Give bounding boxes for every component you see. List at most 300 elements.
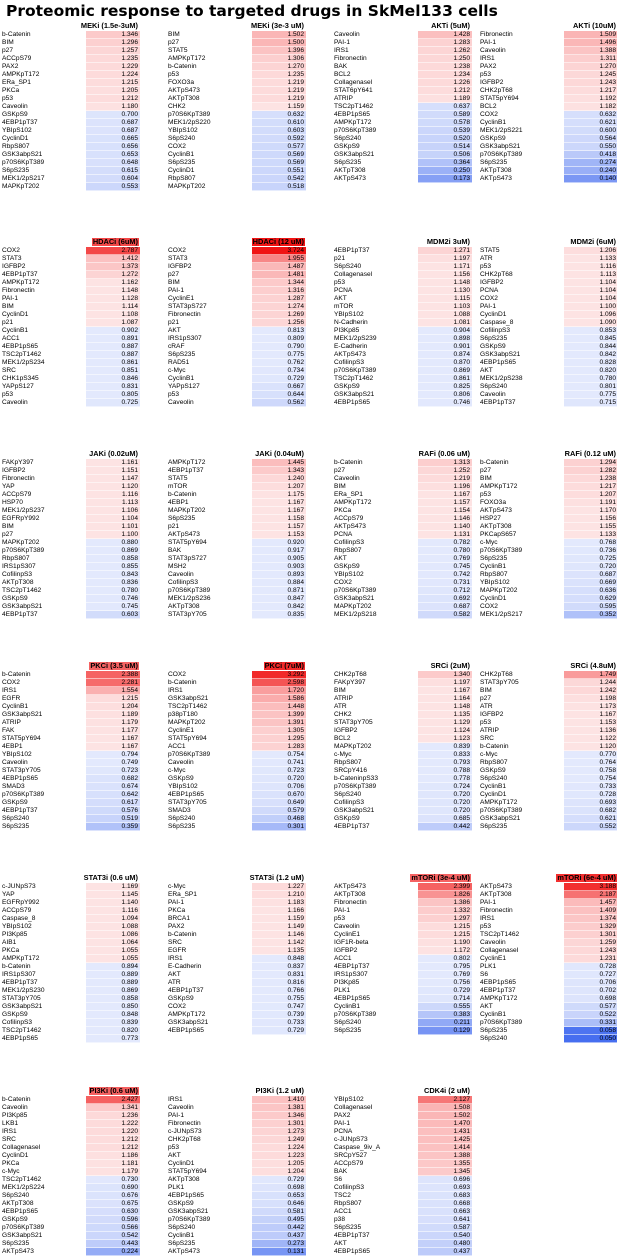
fold-change-value: 1.316 [287, 287, 304, 294]
protein-label: IRS1pS307 [2, 971, 36, 978]
heatmap-cell [86, 751, 140, 759]
fold-change-value: 1.271 [453, 247, 470, 254]
heatmap-cell [418, 335, 472, 343]
heatmap-cell [564, 791, 617, 799]
heatmap-row [0, 987, 141, 995]
fold-change-value: 0.723 [121, 767, 138, 774]
heatmap-row [332, 531, 473, 539]
fold-change-value: 1.346 [121, 31, 138, 38]
protein-label: S6pS235 [168, 351, 196, 358]
heatmap-row [0, 351, 141, 359]
heatmap-row [166, 183, 307, 191]
protein-label: GSK3abpS21 [480, 815, 521, 822]
protein-label: AKTpS473 [2, 1248, 34, 1255]
fold-change-value: 1.502 [453, 1112, 470, 1119]
protein-label: S6pS240 [334, 1019, 362, 1026]
protein-label: CHK2 [168, 103, 186, 110]
fold-change-value: 0.582 [453, 611, 470, 618]
fold-change-value: 1.215 [453, 923, 470, 930]
protein-label: Caveolin [2, 1104, 28, 1111]
heatmap-row [166, 327, 307, 335]
heatmap-row [0, 947, 141, 955]
heatmap-row [166, 939, 307, 947]
protein-label: AKT [480, 1003, 493, 1010]
fold-change-value: 0.745 [453, 563, 470, 570]
fold-change-value: 0.917 [287, 547, 304, 554]
fold-change-value: 0.595 [599, 603, 616, 610]
heatmap-row [166, 359, 307, 367]
protein-label: GSKpS9 [480, 343, 506, 350]
fold-change-value: 0.729 [287, 1176, 304, 1183]
protein-label: PAI-1 [334, 1120, 351, 1127]
fold-change-value: 0.853 [599, 327, 616, 334]
heatmap-row [332, 907, 473, 915]
heatmap-cell [86, 539, 140, 547]
protein-label: PAX2 [480, 63, 497, 70]
fold-change-value: 0.780 [121, 587, 138, 594]
protein-label: IGFBP2 [168, 263, 192, 270]
fold-change-value: 1.301 [287, 1120, 304, 1127]
heatmap-row [0, 587, 141, 595]
heatmap-row [0, 303, 141, 311]
heatmap-row [166, 679, 307, 687]
fold-change-value: 1.396 [287, 47, 304, 54]
heatmap-cell [86, 1168, 140, 1176]
protein-label: PKCa [334, 507, 352, 514]
heatmap-cell [252, 611, 306, 619]
fold-change-value: 0.775 [599, 391, 616, 398]
heatmap-row [478, 923, 617, 931]
heatmap-row [166, 287, 307, 295]
fold-change-value: 1.167 [599, 711, 616, 718]
protein-label: STAT5pY694 [168, 735, 207, 742]
heatmap-cell [418, 775, 472, 783]
fold-change-value: 1.270 [287, 63, 304, 70]
heatmap-row [478, 39, 617, 47]
heatmap-cell [564, 703, 617, 711]
heatmap-cell [418, 679, 472, 687]
heatmap-row [478, 367, 617, 375]
fold-change-value: 1.270 [599, 63, 616, 70]
heatmap-row [0, 1224, 141, 1232]
heatmap-row [0, 295, 141, 303]
fold-change-value: 1.157 [453, 499, 470, 506]
heatmap-row [478, 103, 617, 111]
heatmap-row [0, 931, 141, 939]
heatmap-cell [418, 1232, 472, 1240]
fold-change-value: 0.720 [453, 807, 470, 814]
fold-change-value: 1.204 [121, 703, 138, 710]
fold-change-value: 2.127 [453, 1096, 470, 1103]
heatmap-row [332, 807, 473, 815]
heatmap-row [0, 571, 141, 579]
fold-change-value: 0.724 [453, 783, 470, 790]
protein-label: PAI-1 [480, 303, 497, 310]
heatmap-cell [86, 907, 140, 915]
protein-label: p53 [480, 71, 492, 78]
heatmap-row [166, 87, 307, 95]
fold-change-value: 0.778 [453, 775, 470, 782]
fold-change-value: 1.373 [121, 263, 138, 270]
heatmap-cell [418, 391, 472, 399]
heatmap-row [332, 555, 473, 563]
heatmap-row [332, 727, 473, 735]
fold-change-value: 1.189 [453, 95, 470, 102]
fold-change-value: 1.157 [287, 523, 304, 530]
heatmap-row [332, 31, 473, 39]
fold-change-value: 0.898 [453, 335, 470, 342]
heatmap-cell [418, 783, 472, 791]
heatmap-row [166, 319, 307, 327]
fold-change-value: 1.283 [287, 743, 304, 750]
fold-change-value: 0.700 [121, 111, 138, 118]
fold-change-value: 0.742 [453, 571, 470, 578]
heatmap-row [166, 103, 307, 111]
heatmap-row [166, 1176, 307, 1184]
fold-change-value: 1.311 [599, 55, 616, 62]
heatmap-row [332, 1184, 473, 1192]
protein-label: ERa_SP1 [334, 491, 363, 498]
heatmap-cell [418, 287, 472, 295]
heatmap-cell [418, 1248, 472, 1256]
heatmap-row [166, 963, 307, 971]
heatmap-row [166, 367, 307, 375]
heatmap-row [332, 1128, 473, 1136]
heatmap-cell [418, 1152, 472, 1160]
heatmap-cell [86, 899, 140, 907]
protein-label: 4EBP1pS65 [480, 359, 516, 366]
heatmap-row [166, 695, 307, 703]
heatmap-cell [252, 467, 306, 475]
fold-change-value: 1.269 [287, 311, 304, 318]
fold-change-value: 1.215 [121, 695, 138, 702]
heatmap-row [166, 1152, 307, 1160]
protein-label: cRAF [168, 343, 185, 350]
fold-change-value: 0.769 [453, 971, 470, 978]
heatmap-cell [86, 719, 140, 727]
heatmap-cell [86, 995, 140, 1003]
heatmap-row [332, 1208, 473, 1216]
protein-label: COX2 [168, 247, 186, 254]
heatmap-row [478, 931, 617, 939]
heatmap-cell [252, 255, 306, 263]
fold-change-value: 0.714 [453, 995, 470, 1002]
heatmap-row [166, 539, 307, 547]
heatmap-row [478, 751, 617, 759]
fold-change-value: 0.782 [453, 539, 470, 546]
fold-change-value: 1.171 [453, 263, 470, 270]
heatmap-cell [86, 263, 140, 271]
protein-label: AMPKpT172 [2, 279, 40, 286]
heatmap-cell [564, 799, 617, 807]
heatmap-row [0, 263, 141, 271]
fold-change-value: 0.843 [121, 571, 138, 578]
heatmap-cell [86, 1096, 140, 1104]
protein-label: IGF1R-beta [334, 939, 369, 946]
fold-change-value: 1.159 [287, 103, 304, 110]
heatmap-cell [252, 183, 306, 191]
heatmap-cell [418, 111, 472, 119]
fold-change-value: 1.172 [453, 947, 470, 954]
fold-change-value: 0.766 [287, 987, 304, 994]
fold-change-value: 1.140 [121, 899, 138, 906]
heatmap-row [478, 111, 617, 119]
heatmap-row [478, 151, 617, 159]
fold-change-value: 1.386 [453, 899, 470, 906]
heatmap-row [478, 735, 617, 743]
fold-change-value: 0.495 [287, 1216, 304, 1223]
protein-label: GSKpS9 [334, 815, 360, 822]
heatmap-cell [86, 359, 140, 367]
protein-label: p70S6KpT389 [2, 791, 45, 798]
heatmap-cell [418, 767, 472, 775]
heatmap-cell [418, 507, 472, 515]
protein-label: CyclinB1 [168, 1232, 195, 1239]
heatmap-row [332, 47, 473, 55]
protein-label: YBIpS102 [334, 1096, 364, 1103]
protein-label: S6pS240 [168, 815, 196, 822]
fold-change-value: 1.116 [121, 907, 138, 914]
fold-change-value: 0.653 [121, 151, 138, 158]
heatmap-cell [418, 1216, 472, 1224]
fold-change-value: 1.826 [453, 891, 470, 898]
heatmap-cell [564, 899, 617, 907]
fold-change-value: 0.727 [599, 971, 616, 978]
protein-label: 4EBP1pS65 [2, 1208, 38, 1215]
protein-label: ACCpS79 [334, 515, 364, 522]
heatmap-row [478, 883, 617, 891]
heatmap-cell [418, 963, 472, 971]
heatmap-cell [564, 359, 617, 367]
heatmap-row [0, 687, 141, 695]
heatmap-cell [86, 563, 140, 571]
fold-change-value: 0.889 [121, 971, 138, 978]
heatmap-row [0, 539, 141, 547]
fold-change-value: 1.149 [287, 923, 304, 930]
heatmap-cell [86, 1240, 140, 1248]
protein-label: CyclinD1 [168, 1160, 195, 1167]
heatmap-cell [418, 71, 472, 79]
protein-label: b-Catenin [168, 63, 197, 70]
protein-label: AKTpS473 [334, 883, 366, 890]
protein-label: PLK1 [480, 963, 497, 970]
fold-change-value: 1.391 [287, 719, 304, 726]
fold-change-value: 1.133 [599, 255, 616, 262]
fold-change-value: 1.410 [287, 1096, 304, 1103]
heatmap-cell [418, 687, 472, 695]
protein-label: BIM [2, 303, 14, 310]
fold-change-value: 0.723 [287, 767, 304, 774]
heatmap-cell [564, 143, 617, 151]
fold-change-value: 0.644 [287, 391, 304, 398]
heatmap-cell [86, 815, 140, 823]
heatmap-cell [418, 671, 472, 679]
panel-header [478, 450, 617, 458]
protein-label: ATRIP [2, 719, 21, 726]
heatmap-row [0, 1160, 141, 1168]
protein-label: BAK [334, 1168, 348, 1175]
heatmap-cell [418, 63, 472, 71]
fold-change-value: 1.180 [121, 103, 138, 110]
heatmap-cell [252, 1096, 306, 1104]
heatmap-row [332, 1176, 473, 1184]
protein-label: YBIpS102 [168, 783, 198, 790]
heatmap-row [478, 143, 617, 151]
heatmap-cell [252, 459, 306, 467]
heatmap-row [332, 891, 473, 899]
fold-change-value: 1.224 [121, 71, 138, 78]
protein-label: PAI-1 [334, 39, 351, 46]
protein-label: CollagenaseI [334, 1104, 373, 1111]
heatmap-row [332, 103, 473, 111]
fold-change-value: 0.745 [121, 603, 138, 610]
heatmap-cell [252, 79, 306, 87]
heatmap-cell [418, 907, 472, 915]
heatmap-cell [86, 703, 140, 711]
heatmap-row [166, 119, 307, 127]
heatmap-row [166, 507, 307, 515]
heatmap-row [166, 767, 307, 775]
heatmap-row [332, 475, 473, 483]
fold-change-value: 1.220 [121, 1128, 138, 1135]
protein-label: Fibronectin [2, 475, 35, 482]
protein-label: p27 [2, 47, 14, 54]
heatmap-row [0, 499, 141, 507]
protein-label: COX2 [480, 111, 498, 118]
fold-change-value: 1.197 [453, 255, 470, 262]
fold-change-value: 0.682 [121, 775, 138, 782]
heatmap-cell [86, 175, 140, 183]
protein-label: YAP [2, 891, 15, 898]
fold-change-value: 1.106 [121, 507, 138, 514]
heatmap-row [0, 679, 141, 687]
heatmap-row [166, 947, 307, 955]
protein-label: PI3Kp85 [2, 931, 28, 938]
heatmap-cell [564, 971, 617, 979]
heatmap-row [166, 247, 307, 255]
protein-label: AKT [334, 295, 347, 302]
heatmap-cell [86, 743, 140, 751]
heatmap-cell [86, 783, 140, 791]
heatmap-row [0, 127, 141, 135]
heatmap-cell [564, 79, 617, 87]
heatmap-row [166, 159, 307, 167]
protein-label: RAD51 [168, 359, 190, 366]
fold-change-value: 0.676 [121, 1192, 138, 1199]
fold-change-value: 1.156 [599, 515, 616, 522]
fold-change-value: 0.813 [287, 327, 304, 334]
protein-label: COX2 [334, 579, 352, 586]
protein-label: TSC2pT1462 [480, 931, 520, 938]
heatmap-cell [564, 55, 617, 63]
fold-change-value: 1.210 [287, 891, 304, 898]
fold-change-value: 0.861 [121, 359, 138, 366]
heatmap-cell [86, 459, 140, 467]
heatmap-row [478, 955, 617, 963]
fold-change-value: 1.374 [599, 915, 616, 922]
fold-change-value: 1.153 [287, 531, 304, 538]
heatmap-row [166, 1096, 307, 1104]
heatmap-row [0, 367, 141, 375]
fold-change-value: 0.706 [287, 783, 304, 790]
protein-label: c-JUNpS73 [168, 1128, 202, 1135]
heatmap-row [332, 603, 473, 611]
heatmap-cell [86, 931, 140, 939]
fold-change-value: 0.468 [287, 815, 304, 822]
heatmap-row [166, 1208, 307, 1216]
heatmap-row [0, 611, 141, 619]
fold-change-value: 1.207 [287, 483, 304, 490]
heatmap-cell [418, 499, 472, 507]
heatmap-row [478, 295, 617, 303]
heatmap-row [0, 359, 141, 367]
heatmap-row [166, 1104, 307, 1112]
protein-label: MEK1/2pS236 [168, 595, 211, 602]
protein-label: AMPKpT172 [2, 71, 40, 78]
heatmap-cell [252, 303, 306, 311]
protein-label: CHK1pS345 [2, 375, 39, 382]
fold-change-value: 0.756 [453, 979, 470, 986]
protein-label: p70S6KpT389 [480, 151, 523, 158]
protein-label: GSK3abpS21 [2, 711, 43, 718]
heatmap-row [478, 483, 617, 491]
heatmap-cell [86, 55, 140, 63]
protein-label: ACC1 [334, 955, 352, 962]
protein-label: AKTpS473 [168, 87, 200, 94]
heatmap-row [166, 955, 307, 963]
heatmap-row [478, 79, 617, 87]
protein-label: p70S6KpT389 [168, 111, 211, 118]
protein-label: GSKpS9 [334, 383, 360, 390]
heatmap-row [0, 63, 141, 71]
heatmap-row [478, 799, 617, 807]
heatmap-row [166, 263, 307, 271]
heatmap-row [0, 783, 141, 791]
heatmap-cell [418, 1208, 472, 1216]
fold-change-value: 0.869 [453, 367, 470, 374]
protein-label: 4EBP1pS65 [334, 111, 370, 118]
protein-label: GSK3abpS21 [2, 1003, 43, 1010]
fold-change-value: 0.058 [599, 1027, 616, 1034]
fold-change-value: 0.656 [121, 143, 138, 150]
heatmap-row [478, 711, 617, 719]
heatmap-row [166, 971, 307, 979]
fold-change-value: 0.050 [599, 1035, 616, 1042]
heatmap-row [0, 899, 141, 907]
fold-change-value: 0.667 [287, 383, 304, 390]
heatmap-cell [564, 751, 617, 759]
heatmap-cell [86, 279, 140, 287]
heatmap-row [0, 1120, 141, 1128]
heatmap-cell [86, 767, 140, 775]
protein-label: CHK2pT68 [168, 1136, 201, 1143]
protein-label: COX2 [168, 671, 186, 678]
heatmap-cell [564, 995, 617, 1003]
fold-change-value: 1.167 [453, 491, 470, 498]
heatmap-cell [86, 947, 140, 955]
heatmap-row [0, 1003, 141, 1011]
heatmap-row [0, 95, 141, 103]
heatmap-row [0, 759, 141, 767]
heatmap-cell [564, 823, 617, 831]
heatmap-cell [418, 515, 472, 523]
fold-change-value: 0.665 [121, 135, 138, 142]
protein-label: IRS1 [168, 687, 183, 694]
fold-change-value: 1.481 [287, 271, 304, 278]
protein-label: S6pS235 [334, 159, 362, 166]
protein-label: ATRIP [334, 95, 353, 102]
heatmap-cell [86, 343, 140, 351]
